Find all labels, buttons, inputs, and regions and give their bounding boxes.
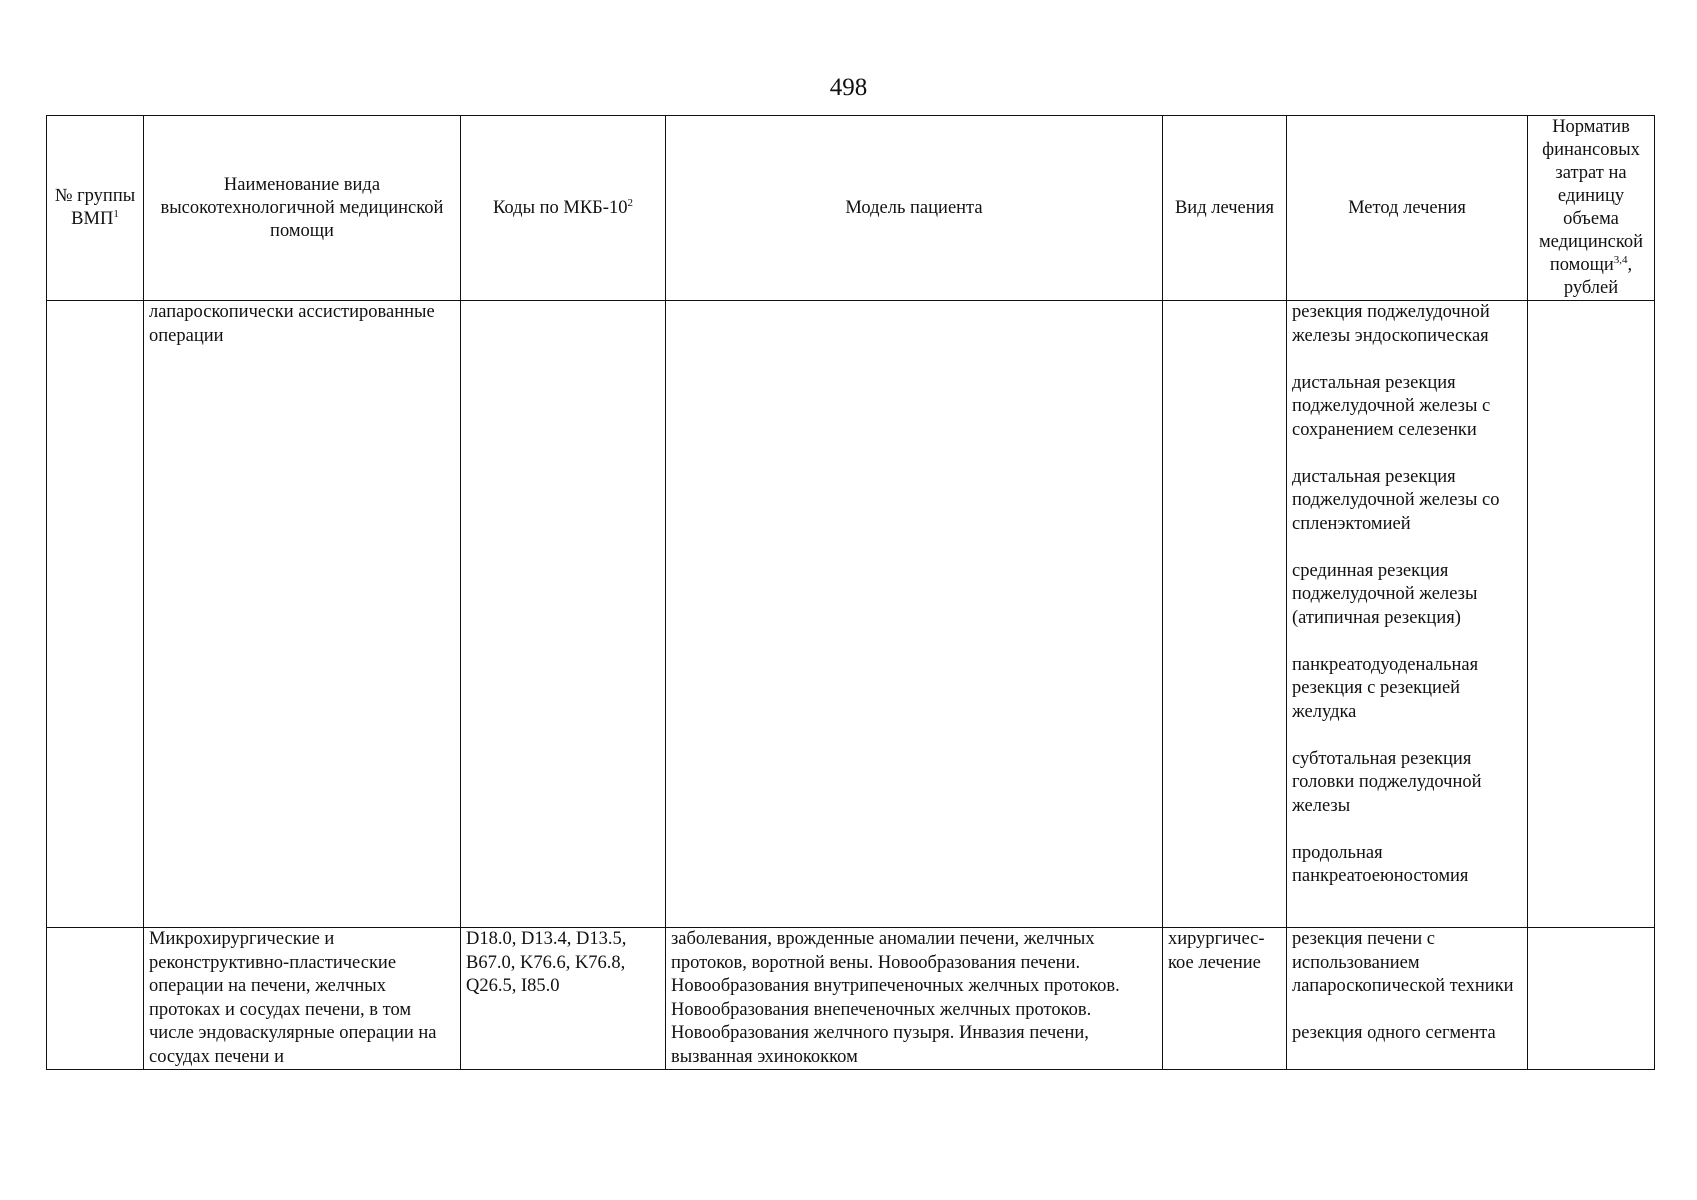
cell-cost <box>1528 301 1655 928</box>
cell-type: хирургичес-кое лечение <box>1163 928 1287 1070</box>
header-patient-model: Модель пациента <box>666 116 1163 301</box>
vmp-table <box>46 115 1655 1070</box>
header-cost-norm: Норматив финансовых затрат на единицу объема медицинской помощи$^{3,4}$, рублей <box>1528 116 1655 301</box>
cell-name: лапароскопически ассистированные операции <box>144 301 461 928</box>
header-treatment-method: Метод лечения <box>1287 116 1528 301</box>
cell-cost <box>1528 928 1655 1070</box>
header-group-number: № группы ВМП$^1$ <box>47 116 144 301</box>
cell-name: Микрохирургические и реконструктивно-пластические операции на печени, желчных протоках и сосудах печени, в том числе эндоваскулярные операции на сосудах печени и <box>144 928 461 1070</box>
cell-model <box>666 301 1163 928</box>
header-treatment-type: Вид лечения <box>1163 116 1287 301</box>
table-row <box>47 928 1655 1070</box>
cell-methods <box>1287 928 1528 1070</box>
cell-codes: D18.0, D13.4, D13.5, B67.0, K76.6, K76.8, Q26.5, I85.0 <box>461 928 666 1070</box>
method-item: резекция поджелудочной железы эндоскопическая <box>1292 302 1490 346</box>
cell-methods <box>1287 301 1528 928</box>
table-header-row <box>47 116 1655 301</box>
cell-codes <box>461 301 666 928</box>
method-item: срединная резекция поджелудочной железы (атипичная резекция) <box>1292 560 1478 628</box>
method-item: субтотальная резекция головки поджелудочной железы <box>1292 748 1482 816</box>
method-item: дистальная резекция поджелудочной железы со спленэктомией <box>1292 466 1500 534</box>
table-row <box>47 301 1655 928</box>
method-item: дистальная резекция поджелудочной железы с сохранением селезенки <box>1292 372 1491 440</box>
header-name: Наименование вида высокотехнологичной медицинской помощи <box>144 116 461 301</box>
cell-model: заболевания, врожденные аномалии печени, желчных протоков, воротной вены. Новообразования печени. Новообразования внутрипеченочных желчных протоков. Новообразования внепеченочных желчных протоков. Новообразования желчного пузыря. Инвазия печени, вызванная эхинококком <box>666 928 1163 1070</box>
page-number: 498 <box>829 74 868 101</box>
header-codes: Коды по МКБ-$10^2$ <box>461 116 666 301</box>
cell-type <box>1163 301 1287 928</box>
method-item: резекция печени с использованием лапароскопической техники <box>1292 929 1514 996</box>
method-item: продольная панкреатоеюностомия <box>1292 842 1469 886</box>
cell-group <box>47 928 144 1070</box>
method-item: резекция одного сегмента <box>1292 1023 1496 1043</box>
method-item: панкреатодуоденальная резекция с резекцией желудка <box>1292 654 1479 722</box>
cell-group <box>47 301 144 928</box>
